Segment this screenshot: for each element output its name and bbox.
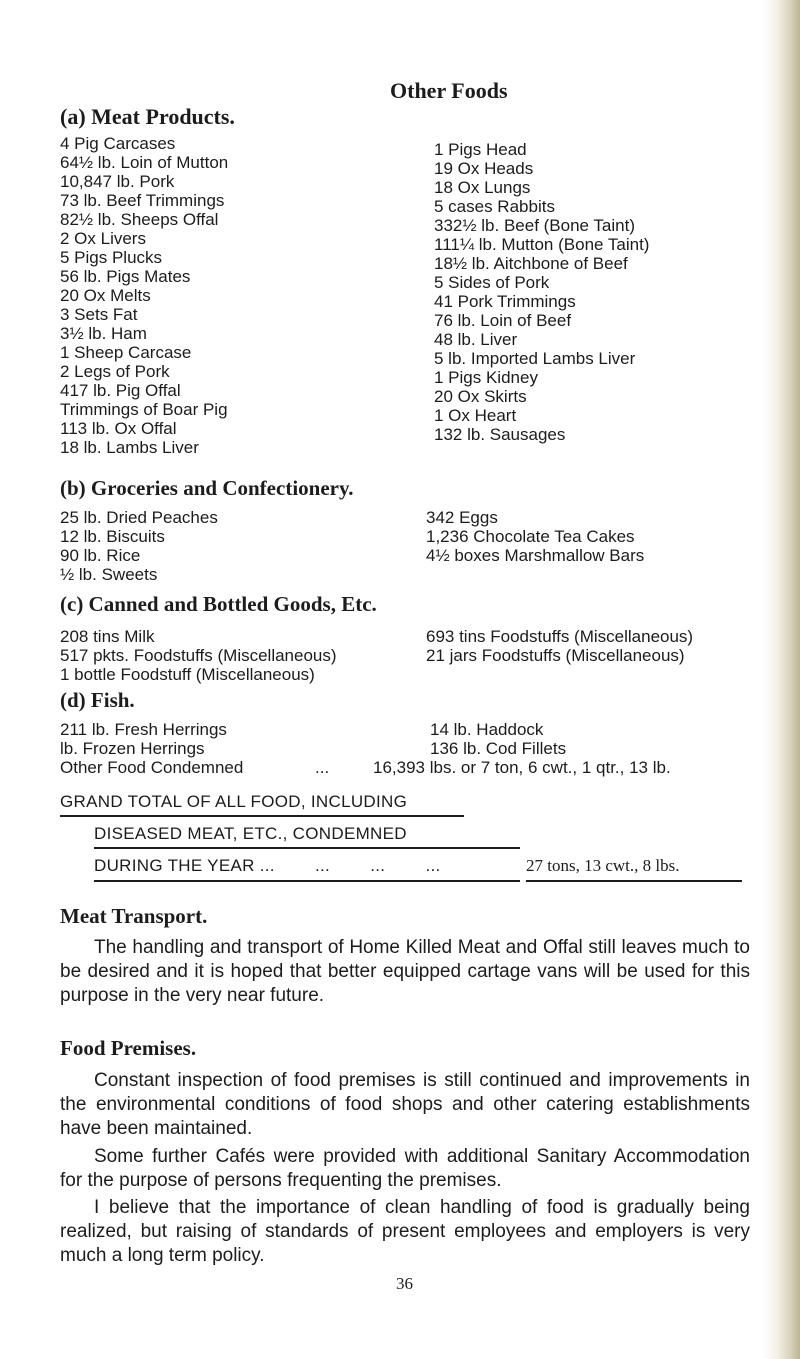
food-premises-heading: Food Premises. — [60, 1036, 197, 1060]
section-b-right-list — [426, 508, 644, 565]
other-condemned-label: Other Food Condemned — [60, 758, 244, 777]
other-condemned-dots: ... — [315, 758, 330, 777]
section-c-right-list — [426, 627, 693, 665]
list-item: 20 Ox Skirts — [434, 387, 527, 406]
section-c-left-list — [60, 627, 337, 684]
list-item: 76 lb. Loin of Beef — [434, 311, 572, 330]
section-a-heading: (a) Meat Products. — [60, 104, 235, 129]
food-premises-paragraph-2: Some further Cafés were provided with additional Sanitary Accommodation for the purpose of persons frequenting the premises. — [60, 1146, 750, 1191]
list-item: 90 lb. Rice — [60, 546, 141, 565]
section-d-right-list — [430, 720, 566, 758]
list-item: Trimmings of Boar Pig — [60, 400, 228, 419]
grand-total-line-3: DURING THE YEAR ... ... ... ... — [94, 856, 441, 875]
meat-transport-heading: Meat Transport. — [60, 904, 208, 928]
list-item: 2 Ox Livers — [60, 229, 146, 248]
list-item: 4 Pig Carcases — [60, 134, 176, 153]
list-item: 1 Ox Heart — [434, 406, 517, 425]
page-number: 36 — [396, 1274, 413, 1293]
list-item: 342 Eggs — [426, 508, 498, 527]
list-item: 73 lb. Beef Trimmings — [60, 191, 225, 210]
list-item: 208 tins Milk — [60, 627, 155, 646]
list-item: 1 Pigs Kidney — [434, 368, 538, 387]
list-item: 18 Ox Lungs — [434, 178, 531, 197]
list-item: 113 lb. Ox Offal — [60, 419, 177, 438]
page-title: Other Foods — [390, 78, 508, 103]
grand-total-rule-1 — [60, 815, 464, 817]
list-item: 132 lb. Sausages — [434, 425, 566, 444]
list-item: 693 tins Foodstuffs (Miscellaneous) — [426, 627, 694, 646]
food-premises-paragraph-3: I believe that the importance of clean handling of food is gradually being realized, but raising of standards of present employees and employers is very much a long term policy. — [60, 1197, 750, 1266]
list-item: 1,236 Chocolate Tea Cakes — [426, 527, 635, 546]
list-item: 41 Pork Trimmings — [434, 292, 576, 311]
list-item: 5 Pigs Plucks — [60, 248, 163, 267]
list-item: 82½ lb. Sheeps Offal — [60, 210, 219, 229]
list-item: 14 lb. Haddock — [430, 720, 544, 739]
list-item: 10,847 lb. Pork — [60, 172, 175, 191]
grand-total-rule-3 — [94, 880, 520, 882]
section-c-heading: (c) Canned and Bottled Goods, Etc. — [60, 592, 377, 616]
list-item: ½ lb. Sweets — [60, 565, 158, 584]
list-item: 56 lb. Pigs Mates — [60, 267, 191, 286]
list-item: 136 lb. Cod Fillets — [430, 739, 567, 758]
list-item: 12 lb. Biscuits — [60, 527, 165, 546]
list-item: 25 lb. Dried Peaches — [60, 508, 218, 527]
list-item: 5 lb. Imported Lambs Liver — [434, 349, 636, 368]
list-item: lb. Frozen Herrings — [60, 739, 205, 758]
list-item: 3 Sets Fat — [60, 305, 138, 324]
grand-total-line-1: GRAND TOTAL OF ALL FOOD, INCLUDING — [60, 792, 408, 811]
list-item: 5 cases Rabbits — [434, 197, 555, 216]
grand-total-value: 27 tons, 13 cwt., 8 lbs. — [526, 856, 680, 875]
list-item: 20 Ox Melts — [60, 286, 151, 305]
list-item: 332½ lb. Beef (Bone Taint) — [434, 216, 635, 235]
list-item: 48 lb. Liver — [434, 330, 518, 349]
list-item: 1 bottle Foodstuff (Miscellaneous) — [60, 665, 315, 684]
grand-total-line-2: DISEASED MEAT, ETC., CONDEMNED — [94, 824, 407, 843]
grand-total-rule-2 — [94, 847, 520, 849]
list-item: 1 Sheep Carcase — [60, 343, 192, 362]
other-condemned-value: 16,393 lbs. or 7 ton, 6 cwt., 1 qtr., 13 lb. — [373, 758, 671, 777]
list-item: 3½ lb. Ham — [60, 324, 147, 343]
section-a-right-list — [434, 140, 649, 444]
list-item: 64½ lb. Loin of Mutton — [60, 153, 229, 172]
list-item: 111¼ lb. Mutton (Bone Taint) — [434, 235, 650, 254]
list-item: 211 lb. Fresh Herrings — [60, 720, 227, 739]
list-item: 417 lb. Pig Offal — [60, 381, 181, 400]
section-a-left-list — [60, 134, 228, 457]
list-item: 517 pkts. Foodstuffs (Miscellaneous) — [60, 646, 337, 665]
meat-transport-paragraph: The handling and transport of Home Killed Meat and Offal still leaves much to be desired and it is hoped that better equipped cartage vans will be used for this purpose in the very near future. — [60, 937, 750, 1006]
section-b-heading: (b) Groceries and Confectionery. — [60, 476, 354, 500]
section-d-heading: (d) Fish. — [60, 688, 135, 712]
list-item: 21 jars Foodstuffs (Miscellaneous) — [426, 646, 685, 665]
document-page — [60, 0, 760, 1359]
list-item: 18 lb. Lambs Liver — [60, 438, 199, 457]
section-b-left-list — [60, 508, 218, 584]
list-item: 5 Sides of Pork — [434, 273, 550, 292]
section-d-left-list — [60, 720, 227, 758]
list-item: 19 Ox Heads — [434, 159, 534, 178]
grand-total-value-rule — [526, 880, 742, 882]
list-item: 2 Legs of Pork — [60, 362, 170, 381]
food-premises-paragraph-1: Constant inspection of food premises is still continued and improvements in the environmental conditions of food shops and other catering establishments have been maintained. — [60, 1070, 750, 1139]
list-item: 4½ boxes Marshmallow Bars — [426, 546, 645, 565]
list-item: 18½ lb. Aitchbone of Beef — [434, 254, 628, 273]
list-item: 1 Pigs Head — [434, 140, 527, 159]
page-edge-shadow — [762, 0, 800, 1359]
